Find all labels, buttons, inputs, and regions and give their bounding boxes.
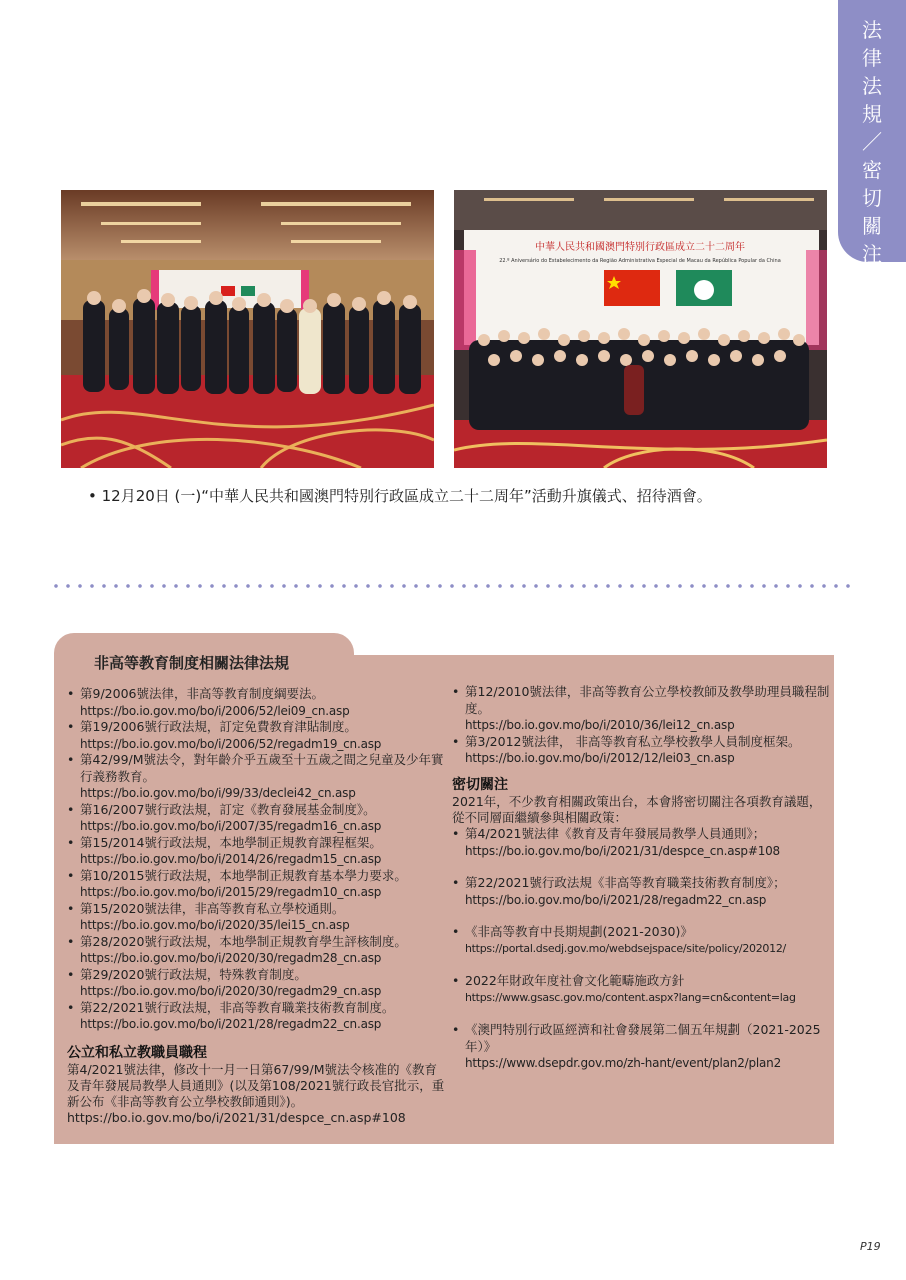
- law-item: • 第15/2020號法律，非高等教育私立學校通則。: [67, 901, 447, 918]
- law-item: • 第10/2015號行政法規，本地學制正規教育基本學力要求。: [67, 868, 447, 885]
- law-link[interactable]: https://bo.io.gov.mo/bo/i/99/33/declei42_cn.asp: [80, 786, 356, 800]
- law-item: • 第28/2020號行政法規，本地學制正規教育學生評核制度。: [67, 934, 447, 951]
- law-item: • 第42/99/M號法令，對年齡介乎五歲至十五歲之間之兒童及少年實行義務教育。: [67, 752, 447, 785]
- law-list: [67, 686, 447, 1033]
- law-item: • 第16/2007號行政法規，訂定《教育發展基金制度》。: [67, 802, 447, 819]
- law-link[interactable]: https://bo.io.gov.mo/bo/i/2012/12/lei03_cn.asp: [465, 751, 735, 765]
- focus-item: • 第4/2021號法律《教育及青年發展局教學人員通則》；: [452, 826, 832, 843]
- left-column: [67, 686, 447, 1126]
- law-link[interactable]: https://bo.io.gov.mo/bo/i/2006/52/regadm19_cn.asp: [80, 736, 382, 751]
- focus-link[interactable]: https://bo.io.gov.mo/bo/i/2021/28/regadm22_cn.asp: [465, 892, 767, 907]
- law-item: • 第15/2014號行政法規，本地學制正規教育課程框架。: [67, 835, 447, 852]
- photo-reception-hall-image: [61, 190, 434, 468]
- staff-section-link[interactable]: https://bo.io.gov.mo/bo/i/2021/31/despce_cn.asp#108: [67, 1110, 406, 1125]
- law-link[interactable]: https://bo.io.gov.mo/bo/i/2021/28/regadm22_cn.asp: [80, 1017, 382, 1031]
- law-link[interactable]: https://bo.io.gov.mo/bo/i/2007/35/regadm16_cn.asp: [80, 819, 382, 833]
- side-tab-label: 法 律 法 規 ／ 密 切 關 注: [862, 18, 882, 266]
- law-link[interactable]: https://bo.io.gov.mo/bo/i/2006/52/lei09_cn.asp: [80, 703, 350, 718]
- focus-link[interactable]: https://www.dsepdr.gov.mo/zh-hant/event/plan2/plan2: [465, 1056, 782, 1070]
- focus-section-intro: 2021年，不少教育相關政策出台，本會將密切關注各項教育議題，從不同層面繼續參與相關政策：: [452, 794, 822, 825]
- photo-anniversary-banner-image: [454, 190, 827, 468]
- law-link[interactable]: https://bo.io.gov.mo/bo/i/2014/26/regadm15_cn.asp: [80, 852, 382, 866]
- banner-subtitle: 22.º Aniversário do Estabelecimento da Região Administrativa Especial de Macau da República Popular da China: [499, 258, 781, 264]
- box-title: 非高等教育制度相關法律法規: [94, 654, 290, 672]
- page-number: P19: [860, 1240, 881, 1253]
- staff-section-heading: 公立和私立教職員職程: [67, 1044, 207, 1061]
- focus-item: • 《澳門特別行政區經濟和社會發展第二個五年規劃（2021-2025年）》: [452, 1022, 832, 1055]
- photo-reception-hall: [61, 190, 434, 468]
- photo-anniversary-banner: [454, 190, 827, 468]
- section-side-tab: [838, 0, 906, 266]
- law-item: • 第29/2020號行政法規，特殊教育制度。: [67, 967, 447, 984]
- focus-section-heading: 密切關注: [452, 776, 508, 793]
- law-link[interactable]: https://bo.io.gov.mo/bo/i/2015/29/regadm10_cn.asp: [80, 885, 382, 899]
- focus-link[interactable]: https://portal.dsedj.gov.mo/webdsejspace/site/policy/202012/: [465, 941, 786, 955]
- focus-link[interactable]: https://www.gsasc.gov.mo/content.aspx?lang=cn&content=lag: [465, 990, 796, 1004]
- banner-title: 中華人民共和國澳門特別行政區成立二十二周年: [535, 242, 745, 253]
- law-item: • 第22/2021號行政法規，非高等教育職業技術教育制度。: [67, 1000, 447, 1017]
- law-link[interactable]: https://bo.io.gov.mo/bo/i/2020/30/regadm28_cn.asp: [80, 951, 382, 965]
- law-item: • 第3/2012號法律， 非高等教育私立學校教學人員制度框架。: [452, 734, 832, 751]
- staff-section-text: 第4/2021號法律，修改十一月一日第67/99/M號法令核准的《教育及青年發展局教學人員通則》(以及第108/2021號行政長官批示，重新公布《非高等教育公立學校教師通則》)。: [67, 1062, 445, 1109]
- focus-item: • 《非高等教育中長期規劃(2021-2030)》: [452, 924, 832, 941]
- focus-item: • 第22/2021號行政法規《非高等教育職業技術教育制度》；: [452, 875, 832, 892]
- right-column: [452, 684, 832, 1072]
- law-item: • 第9/2006號法律，非高等教育制度綱要法。: [67, 686, 447, 703]
- law-link[interactable]: https://bo.io.gov.mo/bo/i/2020/35/lei15_cn.asp: [80, 918, 350, 932]
- law-link[interactable]: https://bo.io.gov.mo/bo/i/2010/36/lei12_cn.asp: [465, 718, 735, 732]
- focus-item: • 2022年財政年度社會文化範疇施政方針: [452, 973, 832, 990]
- law-item: • 第12/2010號法律，非高等教育公立學校教師及教學助理員職程制度。: [452, 684, 832, 717]
- photo-caption: • 12月20日 (一)“中華人民共和國澳門特別行政區成立二十二周年”活動升旗儀式、招待酒會。: [88, 487, 712, 505]
- law-link[interactable]: https://bo.io.gov.mo/bo/i/2020/30/regadm29_cn.asp: [80, 984, 382, 998]
- law-item: • 第19/2006號行政法規，訂定免費教育津貼制度。: [67, 719, 447, 736]
- dotted-divider: [50, 584, 856, 588]
- focus-link[interactable]: https://bo.io.gov.mo/bo/i/2021/31/despce_cn.asp#108: [465, 843, 780, 858]
